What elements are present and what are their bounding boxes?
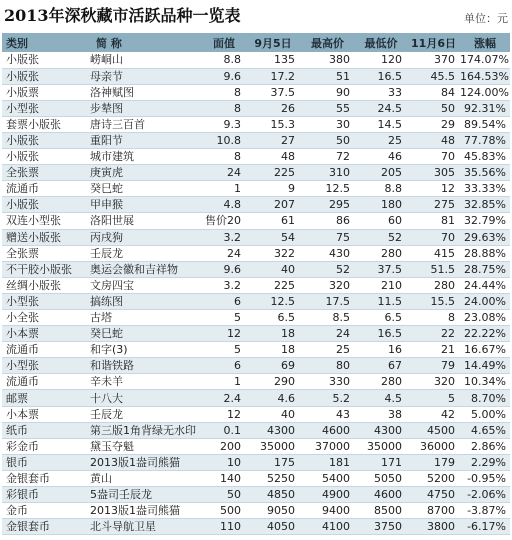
- cell-face-value: 200: [202, 438, 246, 454]
- cell-low-price: 24.5: [355, 100, 407, 116]
- cell-category: 全张票: [2, 165, 84, 181]
- cell-name: 2013版1盎司熊猫: [84, 454, 202, 470]
- cell-sep5-price: 322: [246, 245, 300, 261]
- cell-category: 小全张: [2, 310, 84, 326]
- cell-category: 小版张: [2, 197, 84, 213]
- cell-sep5-price: 40: [246, 261, 300, 277]
- cell-nov6-price: 15.5: [407, 293, 460, 309]
- cell-name: 黛玉夺魁: [84, 438, 202, 454]
- cell-sep5-price: 9: [246, 181, 300, 197]
- cell-sep5-price: 27: [246, 132, 300, 148]
- cell-face-value: 6: [202, 293, 246, 309]
- cell-name: 搞练图: [84, 293, 202, 309]
- cell-nov6-price: 84: [407, 84, 460, 100]
- cell-low-price: 6.5: [355, 310, 407, 326]
- table-row: [2, 68, 510, 84]
- table-row: [2, 503, 510, 519]
- cell-change: 124.00%: [460, 85, 509, 99]
- cell-change: 32.85%: [460, 197, 510, 213]
- cell-nov6-price: 305: [407, 165, 460, 181]
- cell-category: 小本票: [2, 406, 84, 422]
- cell-sep5-price: 4050: [246, 519, 300, 535]
- cell-name: 2013版1盎司熊猫: [84, 503, 202, 519]
- table-row: [2, 116, 510, 132]
- cell-change: 32.79%: [460, 213, 510, 229]
- table-header-row: [2, 33, 510, 52]
- cell-low-price: 46: [355, 149, 407, 165]
- cell-name: 癸巳蛇: [84, 326, 202, 342]
- cell-high-price: 75: [300, 229, 355, 245]
- cell-low-price: 25: [355, 132, 407, 148]
- cell-change: 174.07%: [460, 53, 509, 67]
- header-nov6-price: 11月6日: [411, 36, 456, 50]
- cell-low-price: 8.8: [355, 181, 407, 197]
- cell-face-value: 8: [202, 149, 246, 165]
- cell-low-price: 3750: [355, 519, 407, 535]
- cell-low-price: 280: [355, 374, 407, 390]
- cell-sep5-price: 26: [246, 100, 300, 116]
- cell-high-price: 5400: [300, 470, 355, 486]
- cell-name: 十八大: [84, 390, 202, 406]
- table-row: [2, 229, 510, 245]
- cell-high-price: 80: [300, 358, 355, 374]
- cell-change: 16.67%: [460, 342, 510, 358]
- cell-change: -2.06%: [460, 487, 510, 503]
- cell-name: 文房四宝: [84, 277, 202, 293]
- unit-label: 单位：元: [464, 12, 508, 25]
- cell-name: 母亲节: [84, 68, 202, 84]
- table-row: [2, 438, 510, 454]
- cell-name: 步辇图: [84, 100, 202, 116]
- cell-sep5-price: 17.2: [246, 68, 300, 84]
- cell-category: 丝绸小版张: [2, 277, 84, 293]
- cell-low-price: 60: [355, 213, 407, 229]
- cell-sep5-price: 35000: [246, 438, 300, 454]
- cell-sep5-price: 48: [246, 149, 300, 165]
- table-row: [2, 406, 510, 422]
- cell-high-price: 12.5: [300, 181, 355, 197]
- cell-name: 5盎司壬辰龙: [84, 487, 202, 503]
- cell-category: 小版张: [2, 132, 84, 148]
- cell-nov6-price: 4500: [407, 422, 460, 438]
- cell-change: -3.87%: [460, 503, 510, 519]
- cell-category: 小型张: [2, 100, 84, 116]
- cell-low-price: 5050: [355, 470, 407, 486]
- cell-high-price: 17.5: [300, 293, 355, 309]
- cell-face-value: 12: [202, 326, 246, 342]
- cell-change: 23.08%: [460, 310, 510, 326]
- header-name: 简 称: [96, 36, 122, 50]
- cell-sep5-price: 225: [246, 277, 300, 293]
- cell-change: 2.86%: [460, 438, 510, 454]
- cell-face-value: 24: [202, 165, 246, 181]
- cell-face-value: 9.6: [202, 261, 246, 277]
- cell-category: 小本票: [2, 326, 84, 342]
- cell-low-price: 16: [355, 342, 407, 358]
- cell-high-price: 90: [300, 84, 355, 100]
- cell-name: 唐诗三百首: [84, 116, 202, 132]
- table-row: [2, 165, 510, 181]
- cell-face-value: 140: [202, 470, 246, 486]
- cell-high-price: 72: [300, 149, 355, 165]
- table-row: [2, 277, 510, 293]
- cell-nov6-price: 415: [407, 245, 460, 261]
- cell-category: 小版张: [2, 68, 84, 84]
- cell-low-price: 180: [355, 197, 407, 213]
- price-table: [2, 33, 510, 535]
- cell-sep5-price: 54: [246, 229, 300, 245]
- table-row: [2, 245, 510, 261]
- cell-name: 壬辰龙: [84, 406, 202, 422]
- cell-high-price: 37000: [300, 438, 355, 454]
- cell-high-price: 4900: [300, 487, 355, 503]
- cell-low-price: 4300: [355, 422, 407, 438]
- cell-face-value: 4.8: [202, 197, 246, 213]
- cell-low-price: 4600: [355, 487, 407, 503]
- cell-name: 北斗导航卫星: [84, 519, 202, 535]
- cell-category: 纸币: [2, 422, 84, 438]
- cell-high-price: 430: [300, 245, 355, 261]
- cell-change: 24.00%: [460, 293, 510, 309]
- cell-nov6-price: 4750: [407, 487, 460, 503]
- cell-face-value: 3.2: [202, 277, 246, 293]
- table-row: [2, 454, 510, 470]
- cell-sep5-price: 135: [246, 52, 300, 68]
- cell-name: 甲申猴: [84, 197, 202, 213]
- cell-category: 流通币: [2, 181, 84, 197]
- cell-nov6-price: 51.5: [407, 261, 460, 277]
- cell-category: 流通币: [2, 342, 84, 358]
- cell-change: 4.65%: [460, 422, 510, 438]
- cell-category: 彩金币: [2, 438, 84, 454]
- cell-nov6-price: 81: [407, 213, 460, 229]
- cell-high-price: 55: [300, 100, 355, 116]
- cell-category: 小型张: [2, 293, 84, 309]
- cell-face-value: 5: [202, 342, 246, 358]
- cell-name: 癸巳蛇: [84, 181, 202, 197]
- cell-face-value: 6: [202, 358, 246, 374]
- cell-face-value: 2.4: [202, 390, 246, 406]
- cell-name: 城市建筑: [84, 149, 202, 165]
- cell-sep5-price: 207: [246, 197, 300, 213]
- cell-low-price: 16.5: [355, 68, 407, 84]
- cell-change: 28.88%: [460, 245, 510, 261]
- cell-low-price: 280: [355, 245, 407, 261]
- cell-name: 辛未羊: [84, 374, 202, 390]
- cell-nov6-price: 275: [407, 197, 460, 213]
- cell-nov6-price: 179: [407, 454, 460, 470]
- cell-nov6-price: 70: [407, 229, 460, 245]
- cell-name: 丙戌狗: [84, 229, 202, 245]
- cell-category: 双连小型张: [2, 213, 84, 229]
- header-high-price: 最高价: [311, 36, 344, 50]
- cell-nov6-price: 29: [407, 116, 460, 132]
- cell-sep5-price: 225: [246, 165, 300, 181]
- cell-change: 2.29%: [460, 454, 510, 470]
- cell-change: 14.49%: [460, 358, 510, 374]
- cell-change: 5.00%: [460, 406, 510, 422]
- cell-name: 黄山: [84, 470, 202, 486]
- cell-face-value: 5: [202, 310, 246, 326]
- table-row: [2, 100, 510, 116]
- cell-change: 89.54%: [460, 116, 510, 132]
- cell-face-value: 1: [202, 374, 246, 390]
- cell-nov6-price: 36000: [407, 438, 460, 454]
- cell-high-price: 5.2: [300, 390, 355, 406]
- cell-name: 和谐铁路: [84, 358, 202, 374]
- cell-high-price: 30: [300, 116, 355, 132]
- cell-sep5-price: 69: [246, 358, 300, 374]
- cell-face-value: 500: [202, 503, 246, 519]
- cell-sep5-price: 6.5: [246, 310, 300, 326]
- cell-change: 35.56%: [460, 165, 510, 181]
- cell-face-value: 10: [202, 454, 246, 470]
- table-row: [2, 213, 510, 229]
- cell-category: 邮票: [2, 390, 84, 406]
- cell-change: 77.78%: [460, 132, 510, 148]
- cell-low-price: 8500: [355, 503, 407, 519]
- cell-sep5-price: 290: [246, 374, 300, 390]
- cell-nov6-price: 45.5: [407, 68, 460, 84]
- table-body: [2, 52, 510, 535]
- cell-face-value: 50: [202, 487, 246, 503]
- cell-nov6-price: 280: [407, 277, 460, 293]
- table-row: [2, 519, 510, 535]
- cell-nov6-price: 21: [407, 342, 460, 358]
- cell-sep5-price: 175: [246, 454, 300, 470]
- cell-sep5-price: 5250: [246, 470, 300, 486]
- cell-category: 彩银币: [2, 487, 84, 503]
- table-row: [2, 293, 510, 309]
- cell-nov6-price: 42: [407, 406, 460, 422]
- cell-high-price: 380: [300, 52, 355, 68]
- cell-change: 24.44%: [460, 277, 510, 293]
- cell-nov6-price: 70: [407, 149, 460, 165]
- table-row: [2, 132, 510, 148]
- table-row: [2, 261, 510, 277]
- cell-change: -0.95%: [460, 470, 510, 486]
- cell-sep5-price: 12.5: [246, 293, 300, 309]
- cell-change: 28.75%: [460, 261, 510, 277]
- cell-high-price: 86: [300, 213, 355, 229]
- cell-category: 银币: [2, 454, 84, 470]
- cell-high-price: 4600: [300, 422, 355, 438]
- cell-nov6-price: 5: [407, 390, 460, 406]
- table-row: [2, 181, 510, 197]
- cell-nov6-price: 5200: [407, 470, 460, 486]
- cell-category: 金币: [2, 503, 84, 519]
- cell-low-price: 171: [355, 454, 407, 470]
- table-row: [2, 84, 510, 100]
- table-row: [2, 310, 510, 326]
- cell-change: 33.33%: [460, 181, 510, 197]
- cell-name: 古塔: [84, 310, 202, 326]
- table-row: [2, 149, 510, 165]
- cell-high-price: 310: [300, 165, 355, 181]
- cell-nov6-price: 370: [407, 52, 460, 68]
- cell-change: -6.17%: [460, 519, 510, 535]
- header-low-price: 最低价: [364, 36, 398, 50]
- header-face-value: 面值: [213, 36, 235, 50]
- header-sep5-price: 9月5日: [254, 36, 292, 50]
- header-change: 涨幅: [474, 36, 496, 50]
- cell-name: 壬辰龙: [84, 245, 202, 261]
- cell-low-price: 33: [355, 84, 407, 100]
- cell-category: 赠送小版张: [2, 229, 84, 245]
- cell-high-price: 25: [300, 342, 355, 358]
- cell-low-price: 37.5: [355, 261, 407, 277]
- cell-low-price: 11.5: [355, 293, 407, 309]
- cell-category: 小版张: [2, 149, 84, 165]
- cell-sep5-price: 4850: [246, 487, 300, 503]
- cell-sep5-price: 40: [246, 406, 300, 422]
- header-category: 类别: [6, 36, 28, 50]
- cell-face-value: 8.8: [202, 52, 246, 68]
- cell-category: 小版票: [2, 84, 84, 100]
- cell-sep5-price: 18: [246, 326, 300, 342]
- cell-name: 庚寅虎: [84, 165, 202, 181]
- cell-face-value: 9.6: [202, 68, 246, 84]
- cell-low-price: 120: [355, 52, 407, 68]
- cell-sep5-price: 18: [246, 342, 300, 358]
- cell-face-value: 0.1: [202, 422, 246, 438]
- cell-change: 10.34%: [460, 374, 510, 390]
- cell-face-value: 售价20: [202, 213, 246, 229]
- table-row: [2, 470, 510, 486]
- cell-nov6-price: 3800: [407, 519, 460, 535]
- cell-category: 套票小版张: [2, 116, 84, 132]
- table-row: [2, 342, 510, 358]
- cell-face-value: 8: [202, 84, 246, 100]
- cell-face-value: 12: [202, 406, 246, 422]
- cell-high-price: 330: [300, 374, 355, 390]
- cell-nov6-price: 22: [407, 326, 460, 342]
- cell-high-price: 4100: [300, 519, 355, 535]
- cell-change: 45.83%: [460, 149, 510, 165]
- cell-nov6-price: 79: [407, 358, 460, 374]
- cell-category: 小版张: [2, 52, 84, 68]
- cell-high-price: 8.5: [300, 310, 355, 326]
- cell-low-price: 38: [355, 406, 407, 422]
- cell-face-value: 110: [202, 519, 246, 535]
- cell-high-price: 43: [300, 406, 355, 422]
- cell-name: 崂峒山: [84, 52, 202, 68]
- cell-name: 重阳节: [84, 132, 202, 148]
- cell-change: 8.70%: [460, 390, 510, 406]
- cell-sep5-price: 4.6: [246, 390, 300, 406]
- cell-category: 流通币: [2, 374, 84, 390]
- cell-sep5-price: 61: [246, 213, 300, 229]
- cell-nov6-price: 8700: [407, 503, 460, 519]
- cell-change: 22.22%: [460, 326, 510, 342]
- cell-high-price: 50: [300, 132, 355, 148]
- cell-category: 全张票: [2, 245, 84, 261]
- cell-name: 洛神赋图: [84, 84, 202, 100]
- cell-high-price: 320: [300, 277, 355, 293]
- cell-low-price: 35000: [355, 438, 407, 454]
- cell-high-price: 52: [300, 261, 355, 277]
- cell-sep5-price: 4300: [246, 422, 300, 438]
- cell-name: 奥运会徽和吉祥物: [84, 261, 202, 277]
- cell-low-price: 67: [355, 358, 407, 374]
- cell-category: 不干胶小版张: [2, 261, 84, 277]
- cell-face-value: 8: [202, 100, 246, 116]
- cell-change: 92.31%: [460, 100, 510, 116]
- cell-name: 和字(3): [84, 342, 202, 358]
- cell-high-price: 9400: [300, 503, 355, 519]
- table-row: [2, 374, 510, 390]
- cell-nov6-price: 50: [407, 100, 460, 116]
- table-row: [2, 197, 510, 213]
- cell-face-value: 10.8: [202, 132, 246, 148]
- cell-low-price: 205: [355, 165, 407, 181]
- cell-nov6-price: 12: [407, 181, 460, 197]
- table-row: [2, 326, 510, 342]
- cell-name: 洛阳世展: [84, 213, 202, 229]
- cell-category: 金银套币: [2, 519, 84, 535]
- cell-high-price: 295: [300, 197, 355, 213]
- cell-face-value: 24: [202, 245, 246, 261]
- cell-low-price: 4.5: [355, 390, 407, 406]
- cell-low-price: 14.5: [355, 116, 407, 132]
- cell-category: 金银套币: [2, 470, 84, 486]
- cell-change: 164.53%: [460, 69, 509, 83]
- cell-nov6-price: 320: [407, 374, 460, 390]
- cell-change: 29.63%: [460, 229, 510, 245]
- cell-sep5-price: 15.3: [246, 116, 300, 132]
- cell-nov6-price: 48: [407, 132, 460, 148]
- cell-sep5-price: 37.5: [246, 84, 300, 100]
- cell-low-price: 210: [355, 277, 407, 293]
- table-row: [2, 358, 510, 374]
- cell-high-price: 181: [300, 454, 355, 470]
- table-row: [2, 487, 510, 503]
- cell-name: 第三版1角背绿无水印: [84, 422, 202, 438]
- cell-low-price: 16.5: [355, 326, 407, 342]
- cell-low-price: 52: [355, 229, 407, 245]
- cell-high-price: 24: [300, 326, 355, 342]
- cell-face-value: 9.3: [202, 116, 246, 132]
- cell-face-value: 1: [202, 181, 246, 197]
- cell-nov6-price: 8: [407, 310, 460, 326]
- cell-face-value: 3.2: [202, 229, 246, 245]
- cell-high-price: 51: [300, 68, 355, 84]
- page-title: 2013年深秋藏市活跃品种一览表: [4, 6, 241, 25]
- cell-category: 小型张: [2, 358, 84, 374]
- table-row: [2, 422, 510, 438]
- table-row: [2, 52, 510, 68]
- table-row: [2, 390, 510, 406]
- cell-sep5-price: 9050: [246, 503, 300, 519]
